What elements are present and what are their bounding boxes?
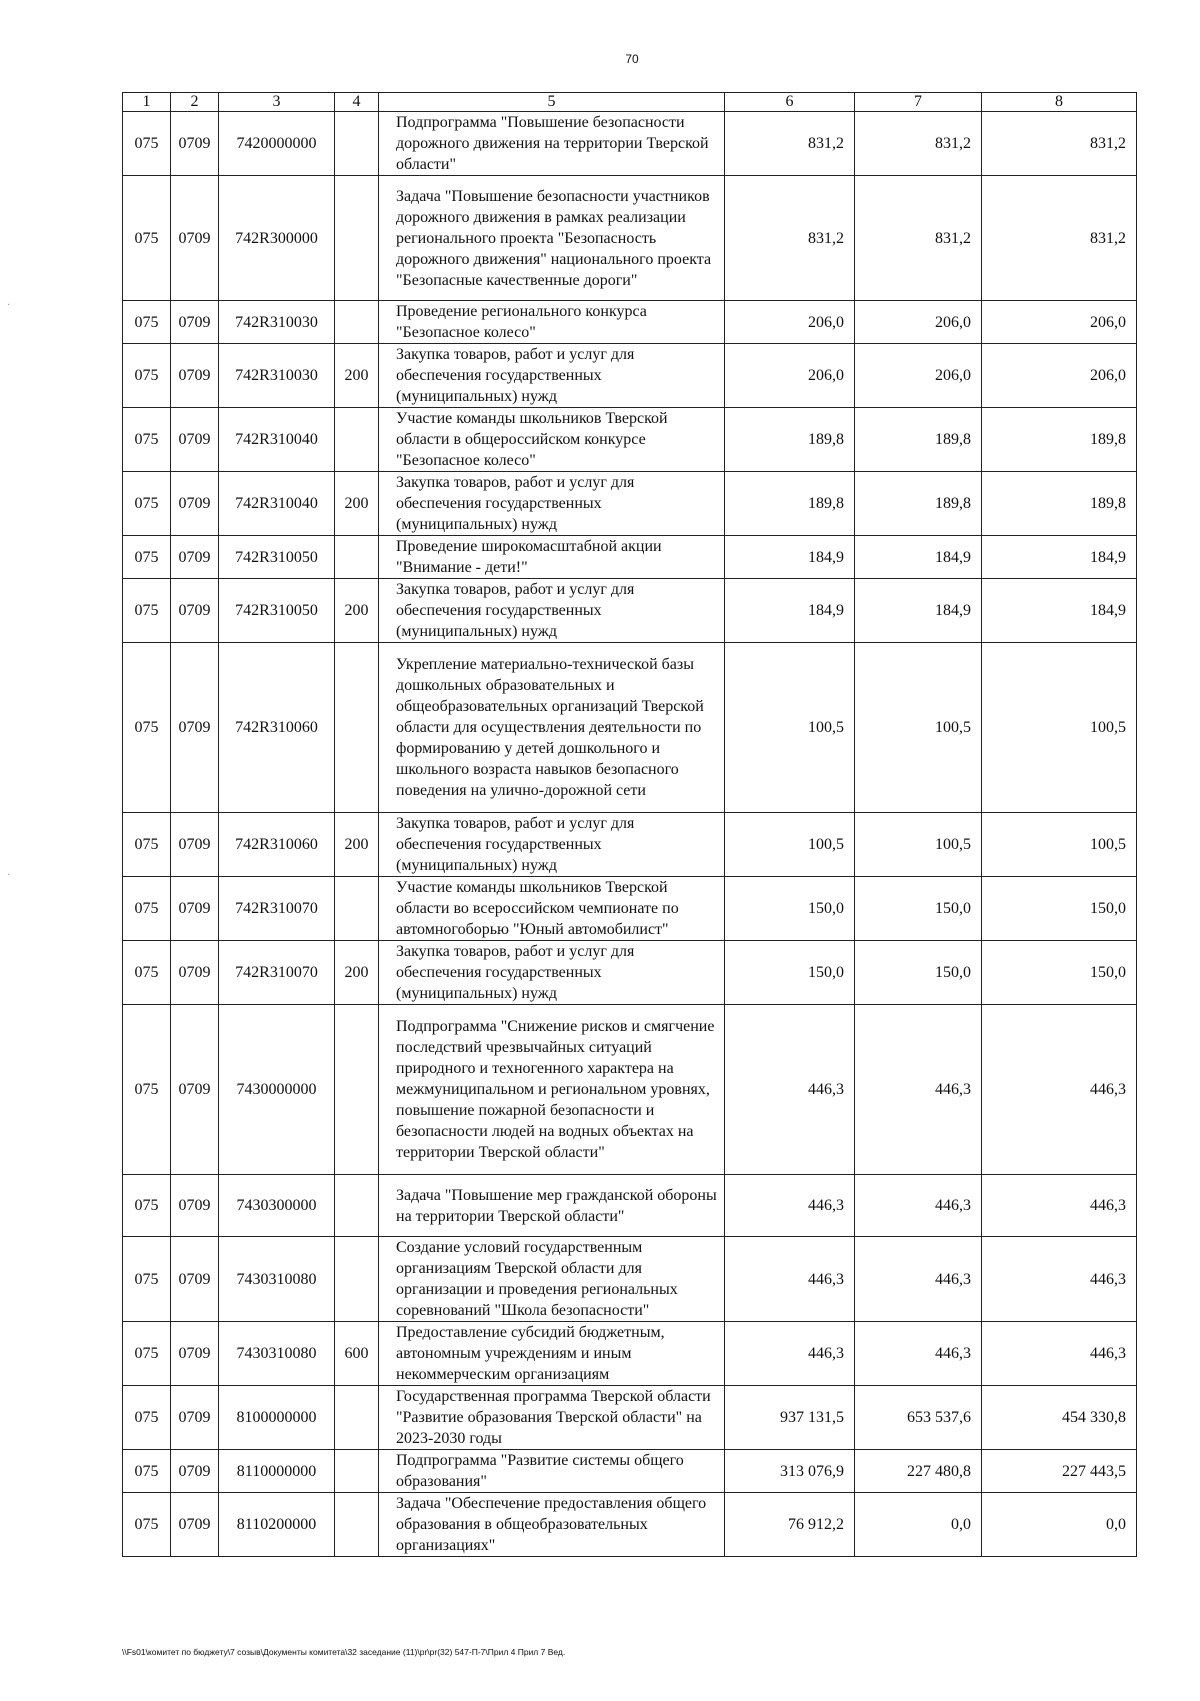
description-cell: Закупка товаров, работ и услуг для обеспечения государственных (муниципальных) нужд [379, 579, 725, 643]
grbs-code-cell: 075 [123, 1237, 171, 1322]
description-cell: Участие команды школьников Тверской области во всероссийском чемпионате по автомногоборью "Юный автомобилист" [379, 877, 725, 941]
expense-type-cell [335, 1005, 379, 1175]
expense-type-cell: 200 [335, 941, 379, 1005]
target-article-cell: 8100000000 [219, 1386, 335, 1450]
column-number: 1 [123, 93, 171, 112]
column-number: 3 [219, 93, 335, 112]
amount-col7-cell: 184,9 [855, 579, 982, 643]
section-code-cell: 0709 [171, 1322, 219, 1386]
amount-col7-cell: 206,0 [855, 344, 982, 408]
column-number: 8 [982, 93, 1137, 112]
grbs-code-cell: 075 [123, 579, 171, 643]
target-article-cell: 7430310080 [219, 1322, 335, 1386]
amount-col7-cell: 446,3 [855, 1175, 982, 1237]
column-number: 7 [855, 93, 982, 112]
target-article-cell: 7420000000 [219, 112, 335, 176]
target-article-cell: 7430000000 [219, 1005, 335, 1175]
section-code-cell: 0709 [171, 1175, 219, 1237]
grbs-code-cell: 075 [123, 1450, 171, 1493]
amount-col8-cell: 831,2 [982, 176, 1137, 301]
amount-col8-cell: 150,0 [982, 877, 1137, 941]
amount-col7-cell: 100,5 [855, 643, 982, 813]
amount-col7-cell: 100,5 [855, 813, 982, 877]
amount-col7-cell: 446,3 [855, 1005, 982, 1175]
amount-col8-cell: 100,5 [982, 643, 1137, 813]
table-body [123, 112, 1137, 1557]
section-code-cell: 0709 [171, 176, 219, 301]
grbs-code-cell: 075 [123, 643, 171, 813]
section-code-cell: 0709 [171, 1386, 219, 1450]
amount-col7-cell: 189,8 [855, 472, 982, 536]
amount-col7-cell: 831,2 [855, 176, 982, 301]
description-cell: Участие команды школьников Тверской области в общероссийском конкурсе "Безопасное колесо" [379, 408, 725, 472]
section-code-cell: 0709 [171, 472, 219, 536]
target-article-cell: 742R310040 [219, 472, 335, 536]
table-row [123, 1493, 1137, 1557]
amount-col6-cell: 937 131,5 [725, 1386, 855, 1450]
section-code-cell: 0709 [171, 579, 219, 643]
amount-col6-cell: 184,9 [725, 536, 855, 579]
expense-type-cell [335, 1237, 379, 1322]
expense-type-cell [335, 1175, 379, 1237]
amount-col8-cell: 206,0 [982, 301, 1137, 344]
table-row [123, 344, 1137, 408]
expense-type-cell [335, 408, 379, 472]
target-article-cell: 742R310060 [219, 813, 335, 877]
amount-col8-cell: 0,0 [982, 1493, 1137, 1557]
target-article-cell: 742R310030 [219, 301, 335, 344]
table-row [123, 877, 1137, 941]
amount-col8-cell: 189,8 [982, 408, 1137, 472]
table-row [123, 1450, 1137, 1493]
amount-col6-cell: 189,8 [725, 408, 855, 472]
amount-col8-cell: 446,3 [982, 1322, 1137, 1386]
amount-col7-cell: 446,3 [855, 1322, 982, 1386]
expense-type-cell [335, 1450, 379, 1493]
target-article-cell: 742R310070 [219, 877, 335, 941]
column-number: 6 [725, 93, 855, 112]
amount-col6-cell: 100,5 [725, 643, 855, 813]
column-number: 5 [379, 93, 725, 112]
expense-type-cell: 200 [335, 813, 379, 877]
target-article-cell: 7430300000 [219, 1175, 335, 1237]
table-row [123, 579, 1137, 643]
amount-col8-cell: 446,3 [982, 1237, 1137, 1322]
section-code-cell: 0709 [171, 536, 219, 579]
amount-col6-cell: 313 076,9 [725, 1450, 855, 1493]
amount-col7-cell: 206,0 [855, 301, 982, 344]
expense-type-cell [335, 176, 379, 301]
amount-col7-cell: 184,9 [855, 536, 982, 579]
amount-col6-cell: 206,0 [725, 301, 855, 344]
target-article-cell: 7430310080 [219, 1237, 335, 1322]
grbs-code-cell: 075 [123, 1322, 171, 1386]
budget-table [122, 92, 1137, 1557]
table-row [123, 1322, 1137, 1386]
target-article-cell: 742R310040 [219, 408, 335, 472]
grbs-code-cell: 075 [123, 112, 171, 176]
amount-col6-cell: 446,3 [725, 1175, 855, 1237]
page-number: 70 [625, 52, 639, 66]
description-cell: Государственная программа Тверской области "Развитие образования Тверской области" на 2023-2030 годы [379, 1386, 725, 1450]
expense-type-cell: 200 [335, 344, 379, 408]
grbs-code-cell: 075 [123, 1175, 171, 1237]
grbs-code-cell: 075 [123, 408, 171, 472]
grbs-code-cell: 075 [123, 877, 171, 941]
amount-col7-cell: 150,0 [855, 941, 982, 1005]
grbs-code-cell: 075 [123, 344, 171, 408]
amount-col8-cell: 206,0 [982, 344, 1137, 408]
description-cell: Закупка товаров, работ и услуг для обеспечения государственных (муниципальных) нужд [379, 344, 725, 408]
amount-col6-cell: 189,8 [725, 472, 855, 536]
grbs-code-cell: 075 [123, 301, 171, 344]
amount-col7-cell: 189,8 [855, 408, 982, 472]
table-row [123, 536, 1137, 579]
expense-type-cell [335, 1386, 379, 1450]
description-cell: Подпрограмма "Снижение рисков и смягчение последствий чрезвычайных ситуаций природного и техногенного характера на межмуниципальном и региональном уровнях, повышение пожарной безопасности и безопасности людей на водных объектах на территории Тверской области" [379, 1005, 725, 1175]
table-row [123, 408, 1137, 472]
footer-file-path: \\Fs01\комитет по бюджету\7 созыв\Документы комитета\32 заседание (11)\pr\pr(32) 547-П-7\Прил 4 Прил 7 Вед. [122, 1647, 566, 1657]
description-cell: Задача "Повышение безопасности участников дорожного движения в рамках реализации регионального проекта "Безопасность дорожного движения" национального проекта "Безопасные качественные дороги" [379, 176, 725, 301]
expense-type-cell: 200 [335, 579, 379, 643]
amount-col6-cell: 831,2 [725, 112, 855, 176]
description-cell: Предоставление субсидий бюджетным, автономным учреждениям и иным некоммерческим организациям [379, 1322, 725, 1386]
amount-col6-cell: 100,5 [725, 813, 855, 877]
description-cell: Задача "Обеспечение предоставления общего образования в общеобразовательных организациях" [379, 1493, 725, 1557]
target-article-cell: 8110000000 [219, 1450, 335, 1493]
scan-margin-mark: · [7, 300, 11, 311]
expense-type-cell: 600 [335, 1322, 379, 1386]
target-article-cell: 742R310030 [219, 344, 335, 408]
amount-col7-cell: 0,0 [855, 1493, 982, 1557]
table-row [123, 112, 1137, 176]
amount-col6-cell: 150,0 [725, 877, 855, 941]
column-number: 4 [335, 93, 379, 112]
description-cell: Укрепление материально-технической базы дошкольных образовательных и общеобразовательных организаций Тверской области для осуществления деятельности по формированию у детей дошкольного и школьного возраста навыков безопасного поведения на улично-дорожной сети [379, 643, 725, 813]
target-article-cell: 742R310050 [219, 579, 335, 643]
section-code-cell: 0709 [171, 112, 219, 176]
expense-type-cell [335, 301, 379, 344]
description-cell: Подпрограмма "Развитие системы общего образования" [379, 1450, 725, 1493]
expense-type-cell [335, 536, 379, 579]
description-cell: Проведение регионального конкурса "Безопасное колесо" [379, 301, 725, 344]
column-number: 2 [171, 93, 219, 112]
grbs-code-cell: 075 [123, 536, 171, 579]
section-code-cell: 0709 [171, 1237, 219, 1322]
amount-col8-cell: 446,3 [982, 1175, 1137, 1237]
amount-col8-cell: 150,0 [982, 941, 1137, 1005]
target-article-cell: 742R300000 [219, 176, 335, 301]
amount-col7-cell: 227 480,8 [855, 1450, 982, 1493]
table-row [123, 1005, 1137, 1175]
section-code-cell: 0709 [171, 941, 219, 1005]
scan-margin-mark: · [7, 870, 11, 881]
target-article-cell: 8110200000 [219, 1493, 335, 1557]
description-cell: Подпрограмма "Повышение безопасности дорожного движения на территории Тверской области" [379, 112, 725, 176]
grbs-code-cell: 075 [123, 1386, 171, 1450]
target-article-cell: 742R310050 [219, 536, 335, 579]
section-code-cell: 0709 [171, 408, 219, 472]
expense-type-cell: 200 [335, 472, 379, 536]
amount-col6-cell: 446,3 [725, 1322, 855, 1386]
table-row [123, 1386, 1137, 1450]
section-code-cell: 0709 [171, 1450, 219, 1493]
column-number-row [123, 93, 1137, 112]
table-row [123, 472, 1137, 536]
amount-col8-cell: 189,8 [982, 472, 1137, 536]
description-cell: Закупка товаров, работ и услуг для обеспечения государственных (муниципальных) нужд [379, 813, 725, 877]
description-cell: Задача "Повышение мер гражданской обороны на территории Тверской области" [379, 1175, 725, 1237]
table-row [123, 301, 1137, 344]
amount-col6-cell: 446,3 [725, 1237, 855, 1322]
table-row [123, 941, 1137, 1005]
grbs-code-cell: 075 [123, 472, 171, 536]
grbs-code-cell: 075 [123, 941, 171, 1005]
description-cell: Создание условий государственным организациям Тверской области для организации и проведения региональных соревнований "Школа безопасности" [379, 1237, 725, 1322]
amount-col8-cell: 100,5 [982, 813, 1137, 877]
table-row [123, 1175, 1137, 1237]
amount-col8-cell: 227 443,5 [982, 1450, 1137, 1493]
amount-col7-cell: 653 537,6 [855, 1386, 982, 1450]
grbs-code-cell: 075 [123, 813, 171, 877]
amount-col8-cell: 446,3 [982, 1005, 1137, 1175]
table-row [123, 643, 1137, 813]
expense-type-cell [335, 1493, 379, 1557]
amount-col8-cell: 831,2 [982, 112, 1137, 176]
expense-type-cell [335, 877, 379, 941]
description-cell: Закупка товаров, работ и услуг для обеспечения государственных (муниципальных) нужд [379, 941, 725, 1005]
grbs-code-cell: 075 [123, 176, 171, 301]
amount-col6-cell: 446,3 [725, 1005, 855, 1175]
section-code-cell: 0709 [171, 301, 219, 344]
amount-col6-cell: 76 912,2 [725, 1493, 855, 1557]
expense-type-cell [335, 112, 379, 176]
section-code-cell: 0709 [171, 1493, 219, 1557]
description-cell: Закупка товаров, работ и услуг для обеспечения государственных (муниципальных) нужд [379, 472, 725, 536]
amount-col6-cell: 831,2 [725, 176, 855, 301]
section-code-cell: 0709 [171, 1005, 219, 1175]
section-code-cell: 0709 [171, 344, 219, 408]
table-row [123, 176, 1137, 301]
section-code-cell: 0709 [171, 877, 219, 941]
section-code-cell: 0709 [171, 643, 219, 813]
table-row [123, 1237, 1137, 1322]
amount-col7-cell: 446,3 [855, 1237, 982, 1322]
amount-col6-cell: 184,9 [725, 579, 855, 643]
amount-col8-cell: 454 330,8 [982, 1386, 1137, 1450]
grbs-code-cell: 075 [123, 1493, 171, 1557]
amount-col7-cell: 831,2 [855, 112, 982, 176]
section-code-cell: 0709 [171, 813, 219, 877]
expense-type-cell [335, 643, 379, 813]
grbs-code-cell: 075 [123, 1005, 171, 1175]
description-cell: Проведение широкомасштабной акции "Внимание - дети!" [379, 536, 725, 579]
amount-col8-cell: 184,9 [982, 536, 1137, 579]
amount-col8-cell: 184,9 [982, 579, 1137, 643]
target-article-cell: 742R310070 [219, 941, 335, 1005]
amount-col7-cell: 150,0 [855, 877, 982, 941]
amount-col6-cell: 150,0 [725, 941, 855, 1005]
table-row [123, 813, 1137, 877]
target-article-cell: 742R310060 [219, 643, 335, 813]
amount-col6-cell: 206,0 [725, 344, 855, 408]
